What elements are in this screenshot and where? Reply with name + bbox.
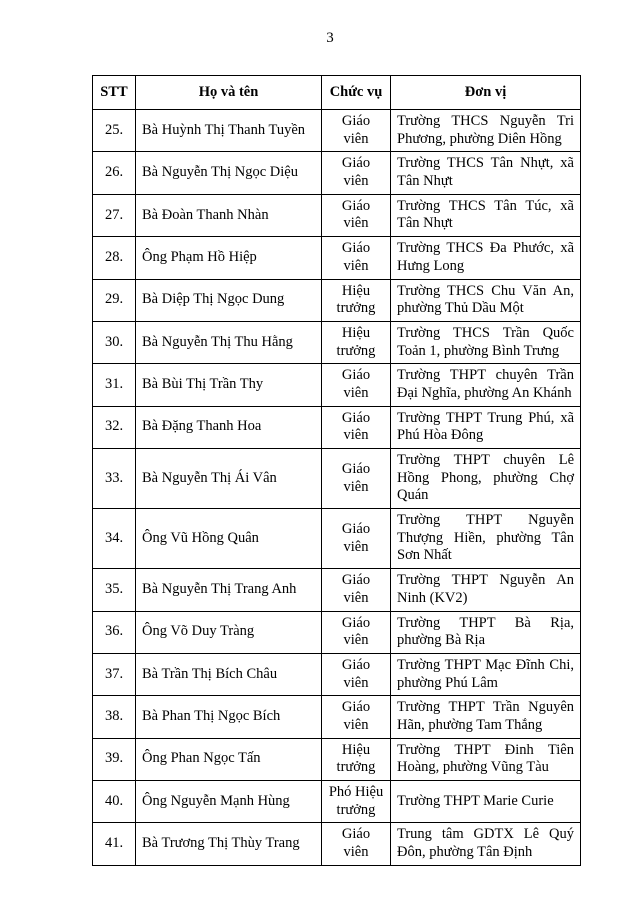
cell-position: Hiệu trưởng <box>322 279 391 321</box>
cell-position: Hiệu trưởng <box>322 321 391 363</box>
cell-name: Bà Nguyễn Thị Thu Hằng <box>136 321 322 363</box>
cell-name: Bà Đặng Thanh Hoa <box>136 406 322 448</box>
cell-stt: 32. <box>93 406 136 448</box>
table-row <box>93 569 581 611</box>
cell-position: Giáo viên <box>322 406 391 448</box>
table-row <box>93 152 581 194</box>
cell-name: Bà Huỳnh Thị Thanh Tuyền <box>136 110 322 152</box>
cell-stt: 25. <box>93 110 136 152</box>
cell-position: Giáo viên <box>322 509 391 569</box>
cell-position: Phó Hiệu trưởng <box>322 781 391 823</box>
personnel-table <box>92 75 581 866</box>
cell-stt: 27. <box>93 194 136 236</box>
cell-position: Giáo viên <box>322 823 391 865</box>
cell-stt: 35. <box>93 569 136 611</box>
table-row <box>93 611 581 653</box>
cell-name: Bà Trương Thị Thùy Trang <box>136 823 322 865</box>
table-body <box>93 110 581 866</box>
cell-stt: 40. <box>93 781 136 823</box>
cell-position: Giáo viên <box>322 364 391 406</box>
cell-position: Giáo viên <box>322 110 391 152</box>
cell-unit: Trường THCS Tân Nhựt, xã Tân Nhựt <box>391 152 581 194</box>
column-header-unit: Đơn vị <box>391 76 581 110</box>
column-header-name: Họ và tên <box>136 76 322 110</box>
cell-position: Giáo viên <box>322 611 391 653</box>
table-row <box>93 364 581 406</box>
cell-stt: 26. <box>93 152 136 194</box>
cell-unit: Trường THCS Đa Phước, xã Hưng Long <box>391 237 581 279</box>
cell-name: Bà Nguyễn Thị Trang Anh <box>136 569 322 611</box>
cell-stt: 30. <box>93 321 136 363</box>
table-row <box>93 449 581 509</box>
cell-stt: 37. <box>93 653 136 695</box>
cell-name: Bà Trần Thị Bích Châu <box>136 653 322 695</box>
table-row <box>93 237 581 279</box>
table-row <box>93 823 581 865</box>
cell-name: Ông Vũ Hồng Quân <box>136 509 322 569</box>
cell-name: Ông Nguyễn Mạnh Hùng <box>136 781 322 823</box>
cell-unit: Trường THPT Trung Phú, xã Phú Hòa Đông <box>391 406 581 448</box>
cell-name: Bà Phan Thị Ngọc Bích <box>136 696 322 738</box>
cell-unit: Trường THPT chuyên Trần Đại Nghĩa, phường An Khánh <box>391 364 581 406</box>
column-header-stt: STT <box>93 76 136 110</box>
cell-unit: Trường THPT Đinh Tiên Hoàng, phường Vũng Tàu <box>391 738 581 780</box>
cell-unit: Trường THPT Mạc Đĩnh Chi, phường Phú Lâm <box>391 653 581 695</box>
cell-unit: Trung tâm GDTX Lê Quý Đôn, phường Tân Định <box>391 823 581 865</box>
cell-name: Ông Phan Ngọc Tấn <box>136 738 322 780</box>
cell-name: Bà Nguyễn Thị Ngọc Diệu <box>136 152 322 194</box>
table-row <box>93 653 581 695</box>
cell-stt: 31. <box>93 364 136 406</box>
cell-position: Giáo viên <box>322 237 391 279</box>
cell-name: Bà Bùi Thị Trần Thy <box>136 364 322 406</box>
cell-unit: Trường THPT Nguyễn Thượng Hiền, phường Tân Sơn Nhất <box>391 509 581 569</box>
cell-stt: 29. <box>93 279 136 321</box>
cell-stt: 38. <box>93 696 136 738</box>
cell-stt: 34. <box>93 509 136 569</box>
table-row <box>93 509 581 569</box>
cell-unit: Trường THPT Bà Rịa, phường Bà Rịa <box>391 611 581 653</box>
table-row <box>93 279 581 321</box>
table-row <box>93 781 581 823</box>
cell-stt: 33. <box>93 449 136 509</box>
cell-stt: 28. <box>93 237 136 279</box>
cell-stt: 41. <box>93 823 136 865</box>
cell-unit: Trường THCS Trần Quốc Toản 1, phường Bình Trưng <box>391 321 581 363</box>
cell-name: Bà Diệp Thị Ngọc Dung <box>136 279 322 321</box>
cell-name: Ông Phạm Hồ Hiệp <box>136 237 322 279</box>
cell-name: Bà Đoàn Thanh Nhàn <box>136 194 322 236</box>
cell-position: Giáo viên <box>322 569 391 611</box>
table-row <box>93 321 581 363</box>
cell-unit: Trường THPT Trần Nguyên Hãn, phường Tam Thắng <box>391 696 581 738</box>
cell-stt: 36. <box>93 611 136 653</box>
cell-unit: Trường THPT Marie Curie <box>391 781 581 823</box>
table-row <box>93 110 581 152</box>
cell-position: Hiệu trưởng <box>322 738 391 780</box>
table-row <box>93 696 581 738</box>
table-header-row <box>93 76 581 110</box>
cell-unit: Trường THCS Tân Túc, xã Tân Nhựt <box>391 194 581 236</box>
cell-position: Giáo viên <box>322 152 391 194</box>
table-row <box>93 194 581 236</box>
table-row <box>93 406 581 448</box>
cell-name: Bà Nguyễn Thị Ái Vân <box>136 449 322 509</box>
cell-position: Giáo viên <box>322 194 391 236</box>
cell-unit: Trường THCS Nguyễn Tri Phương, phường Diên Hồng <box>391 110 581 152</box>
page-number: 3 <box>326 30 334 46</box>
cell-name: Ông Võ Duy Tràng <box>136 611 322 653</box>
cell-unit: Trường THPT chuyên Lê Hồng Phong, phường Chợ Quán <box>391 449 581 509</box>
cell-position: Giáo viên <box>322 449 391 509</box>
cell-unit: Trường THCS Chu Văn An, phường Thủ Dầu Một <box>391 279 581 321</box>
column-header-position: Chức vụ <box>322 76 391 110</box>
cell-unit: Trường THPT Nguyễn An Ninh (KV2) <box>391 569 581 611</box>
cell-stt: 39. <box>93 738 136 780</box>
cell-position: Giáo viên <box>322 653 391 695</box>
cell-position: Giáo viên <box>322 696 391 738</box>
table-row <box>93 738 581 780</box>
